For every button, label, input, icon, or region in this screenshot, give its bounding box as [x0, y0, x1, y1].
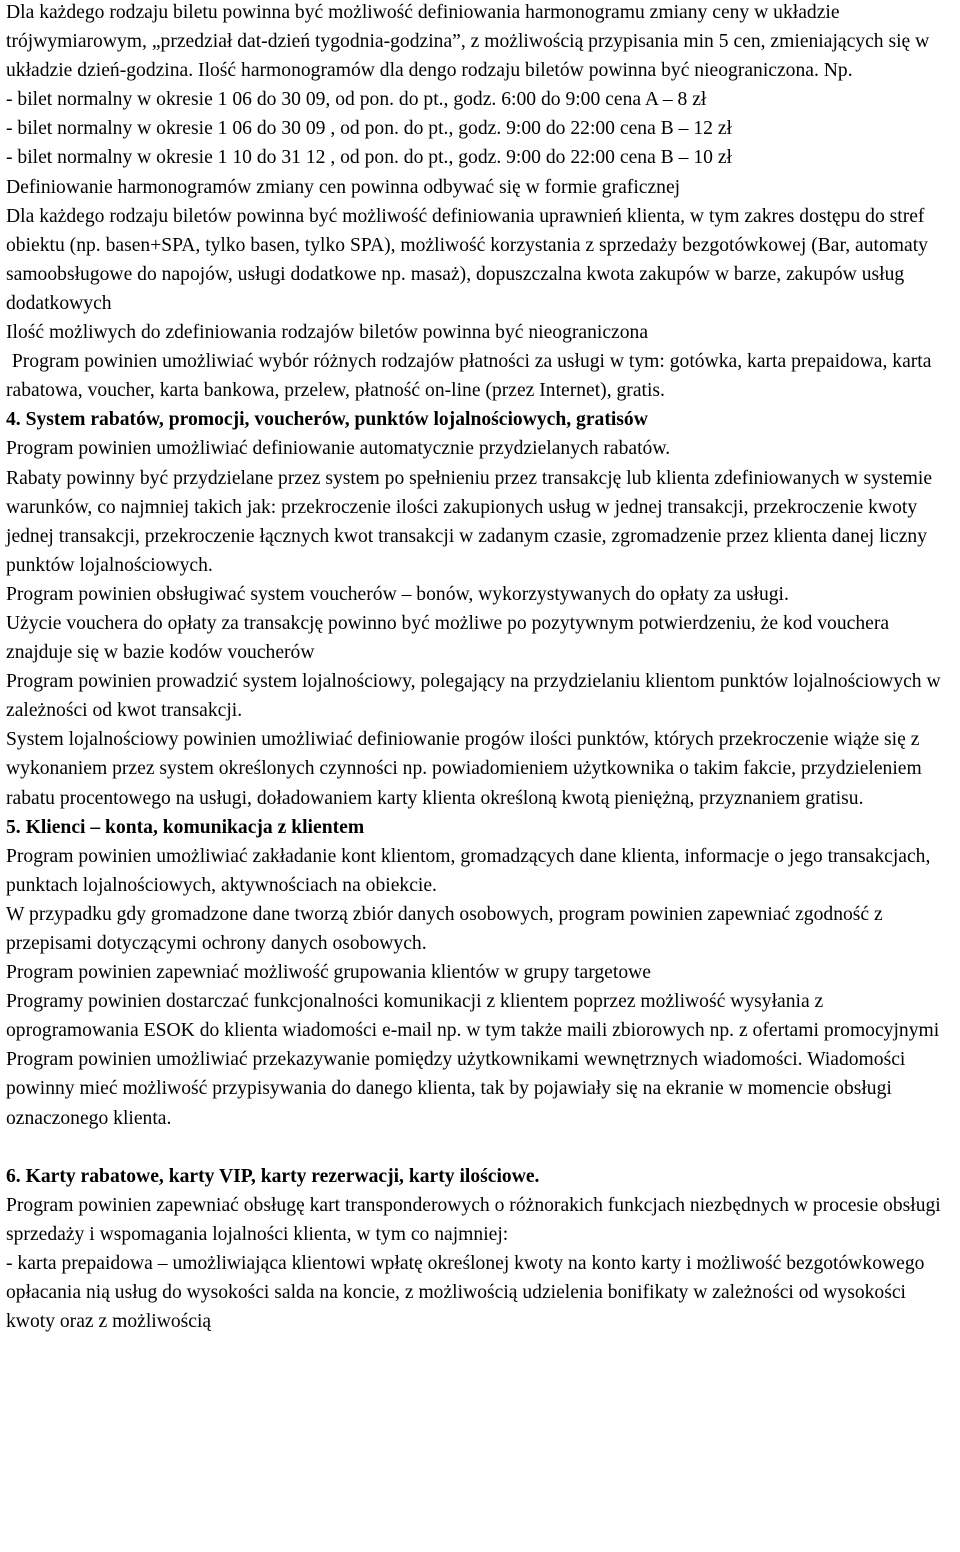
paragraph: Program powinien umożliwiać wybór różnych rodzajów płatności za usługi w tym: gotówka, karta prepaidowa, karta rabatowa, voucher, karta bankowa, przelew, płatność on-line (przez Internet), gratis. — [6, 351, 932, 402]
paragraph: Program powinien umożliwiać przekazywanie pomiędzy użytkownikami wewnętrznych wiadomości. Wiadomości powinny mieć możliwość przypisywania do danego klienta, tak by pojawiały się na ekranie w momencie obsługi oznaczonego klienta. — [6, 1049, 906, 1129]
paragraph: - karta prepaidowa – umożliwiająca klientowi wpłatę określonej kwoty na konto karty i możliwość bezgotówkowego opłacania nią usług do wysokości salda na koncie, z możliwością udzielenia bonifikaty w zależności od wysokości kwoty oraz z możliwością — [6, 1253, 925, 1333]
paragraph: System lojalnościowy powinien umożliwiać definiowanie progów ilości punktów, których przekroczenie wiąże się z wykonaniem przez system określonych czynności np. powiadomieniem użytkownika o takim fakcie, przydzieleniem rabatu procentowego na usługi, doładowaniem karty klienta określoną kwotą pieniężną, przyznaniem gratisu. — [6, 729, 922, 809]
paragraph: Użycie vouchera do opłaty za transakcję powinno być możliwe po pozytywnym potwierdzeniu, że kod vouchera znajduje się w bazie kodów voucherów — [6, 612, 890, 664]
paragraph: Dla każdego rodzaju biletów powinna być możliwość definiowania uprawnień klienta, w tym zakres dostępu do stref obiektu (np. basen+SPA, tylko basen, tylko SPA), możliwość korzystania z sprzedaży bezgotówkowej (Bar, automaty samoobsługowe do napojów, usługi dodatkowe np. masaż), dopuszczalna kwota zakupów w barze, zakupów usług dodatkowych — [6, 205, 928, 314]
section-heading: 4. System rabatów, promocji, voucherów, punktów lojalnościowych, gratisów — [6, 409, 648, 431]
paragraph: Program powinien umożliwiać zakładanie kont klientom, gromadzących dane klienta, informacje o jego transakcjach, punktach lojalnościowych, aktywnościach na obiekcie. — [6, 845, 931, 896]
paragraph: Ilość możliwych do zdefiniowania rodzajów biletów powinna być nieograniczona — [6, 322, 649, 344]
section-heading: 5. Klienci – konta, komunikacja z klientem — [6, 816, 365, 838]
paragraph: W przypadku gdy gromadzone dane tworzą zbiór danych osobowych, program powinien zapewniać zgodność z przepisami dotyczącymi ochrony danych osobowych. — [6, 903, 883, 954]
section-heading: 6. Karty rabatowe, karty VIP, karty rezerwacji, karty ilościowe. — [6, 1165, 540, 1187]
paragraph: Program powinien prowadzić system lojalnościowy, polegający na przydzielaniu klientom punktów lojalnościowych w zależności od kwot transakcji. — [6, 671, 941, 722]
paragraph: Definiowanie harmonogramów zmiany cen powinna odbywać się w formie graficznej — [6, 176, 681, 198]
blank-line — [6, 1133, 956, 1162]
document-page — [6, 0, 956, 1336]
paragraph: Programy powinien dostarczać funkcjonalności komunikacji z klientem poprzez możliwość wysyłania z oprogramowania ESOK do klienta wiadomości e-mail np. w tym także maili zbiorowych np. z ofertami promocyjnymi — [6, 991, 940, 1042]
paragraph: Program powinien obsługiwać system voucherów – bonów, wykorzystywanych do opłaty za usługi. — [6, 583, 789, 605]
paragraph: Program powinien umożliwiać definiowanie automatycznie przydzielanych rabatów. — [6, 438, 671, 460]
paragraph: Program powinien zapewniać możliwość grupowania klientów w grupy targetowe — [6, 962, 651, 984]
paragraph: Rabaty powinny być przydzielane przez system po spełnieniu przez transakcję lub klienta zdefiniowanych w systemie warunków, co najmniej takich jak: przekroczenie ilości zakupionych usług w jednej transakcji, przekroczenie kwoty jednej transakcji, przekroczenie łącznych kwot transakcji w zadanym czasie, zgromadzenie przez klienta danej liczny punktów lojalnościowych. — [6, 467, 933, 576]
paragraph: Dla każdego rodzaju biletu powinna być możliwość definiowania harmonogramu zmiany ceny w układzie trójwymiarowym, „przedział dat-dzień tygodnia-godzina”, z możliwością przypisania min 5 cen, zmieniających się w układzie dzień-godzina. Ilość harmonogramów dla dengo rodzaju biletów powinna być nieograniczona. Np. — [6, 2, 930, 82]
paragraph: Program powinien zapewniać obsługę kart transponderowych o różnorakich funkcjach niezbędnych w procesie obsługi sprzedaży i wspomagania lojalności klienta, w tym co najmniej: — [6, 1194, 941, 1245]
paragraph: - bilet normalny w okresie 1 10 do 31 12 , od pon. do pt., godz. 9:00 do 22:00 cena B – 10 zł — [6, 147, 732, 169]
paragraph: - bilet normalny w okresie 1 06 do 30 09 , od pon. do pt., godz. 9:00 do 22:00 cena B – 12 zł — [6, 118, 732, 140]
paragraph: - bilet normalny w okresie 1 06 do 30 09, od pon. do pt., godz. 6:00 do 9:00 cena A – 8 zł — [6, 89, 707, 111]
